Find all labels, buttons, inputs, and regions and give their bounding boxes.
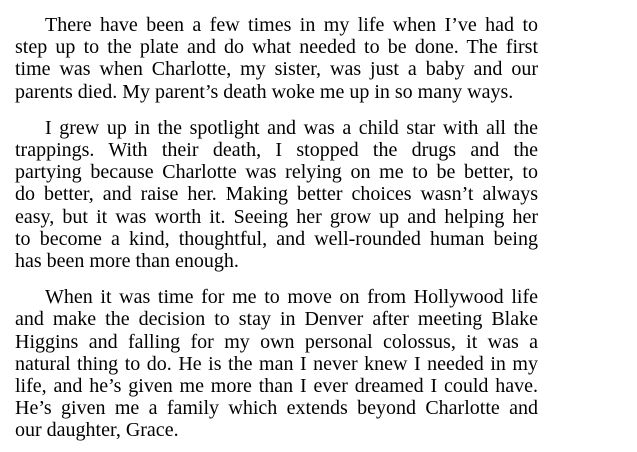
text-line: trappings. With their death, I stopped the drugs and the xyxy=(15,139,538,162)
text-line: time was when Charlotte, my sister, was just a baby and our xyxy=(15,58,538,81)
text-line: parents died. My parent’s death woke me up in so many ways. xyxy=(15,80,514,103)
text-line: I grew up in the spotlight and was a child star with all the xyxy=(45,116,538,139)
text-line: easy, but it was worth it. Seeing her grow up and helping her xyxy=(15,205,538,228)
text-line: Higgins and falling for my own personal colossus, it was a xyxy=(15,330,538,353)
text-line: step up to the plate and do what needed to be done. The first xyxy=(15,36,538,59)
text-line: our daughter, Grace. xyxy=(15,419,179,442)
text-line: natural thing to do. He is the man I never knew I needed in my xyxy=(15,352,538,375)
text-line: He’s given me a family which extends beyond Charlotte and xyxy=(15,397,538,420)
text-line: life, and he’s given me more than I ever dreamed I could have. xyxy=(15,375,538,398)
text-line: When it was time for me to move on from Hollywood life xyxy=(45,286,538,309)
text-line: do better, and raise her. Making better choices wasn’t always xyxy=(15,183,538,206)
paragraph xyxy=(15,286,538,441)
text-line: and make the decision to stay in Denver after meeting Blake xyxy=(15,308,538,331)
paragraph xyxy=(15,117,538,272)
paragraph xyxy=(15,14,538,103)
text-line: to become a kind, thoughtful, and well-rounded human being xyxy=(15,227,538,250)
text-line: partying because Charlotte was relying on me to be better, to xyxy=(15,161,538,184)
text-line: There have been a few times in my life when I’ve had to xyxy=(45,14,538,36)
text-line: has been more than enough. xyxy=(15,250,239,273)
